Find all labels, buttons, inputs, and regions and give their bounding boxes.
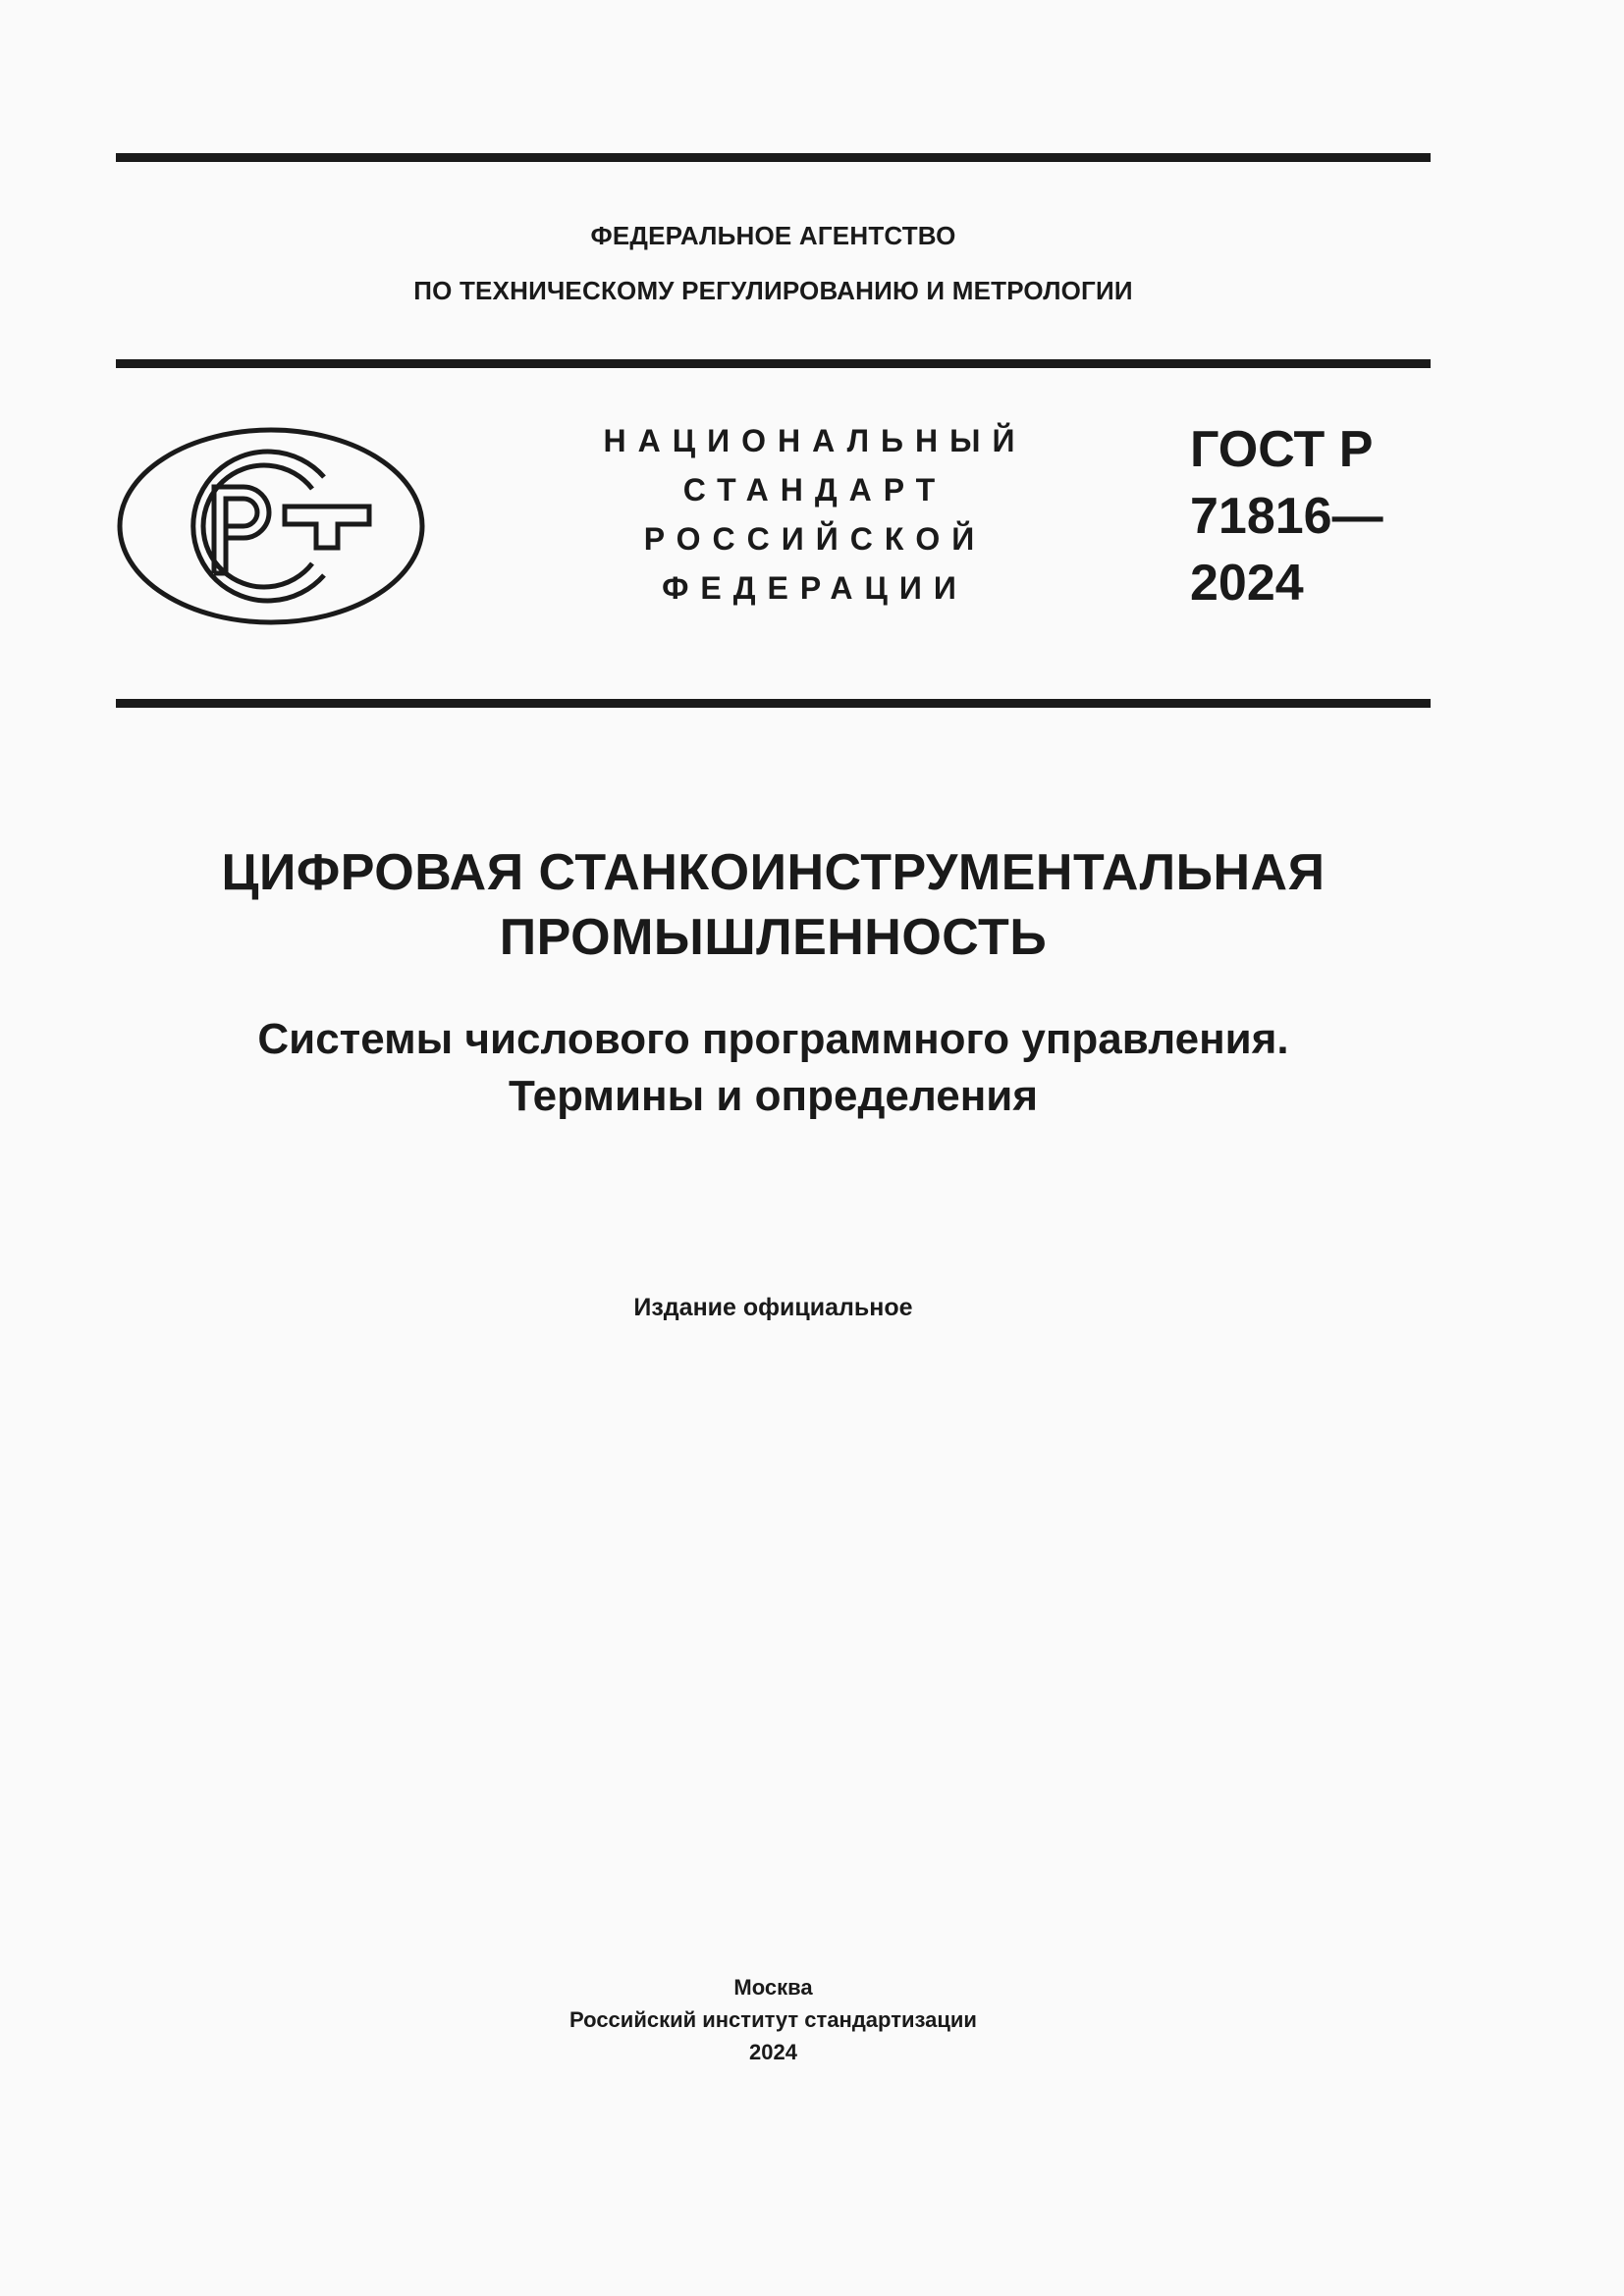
standard-code-line-2: 71816— xyxy=(1190,488,1383,545)
subtitle-line-2: Термины и определения xyxy=(508,1072,1039,1120)
national-line-4: ФЕДЕРАЦИИ xyxy=(662,570,968,606)
standard-code-line-1: ГОСТ Р xyxy=(1190,421,1374,478)
standard-code xyxy=(1190,416,1383,616)
publisher-year: 2024 xyxy=(749,2040,797,2064)
standard-bottom-rule xyxy=(116,699,1431,708)
national-line-2: СТАНДАРТ xyxy=(682,472,947,507)
publisher-organization: Российский институт стандартизации xyxy=(569,2007,977,2032)
header-bottom-rule xyxy=(116,359,1431,368)
publisher-block xyxy=(116,1971,1431,2068)
agency-line-1: ФЕДЕРАЛЬНОЕ АГЕНТСТВО xyxy=(590,221,956,250)
national-line-1: НАЦИОНАЛЬНЫЙ xyxy=(603,423,1027,458)
national-standard-label xyxy=(579,416,1051,613)
document-title xyxy=(116,840,1431,970)
top-rule xyxy=(116,153,1431,162)
edition-label: Издание официальное xyxy=(633,1294,913,1321)
national-line-3: РОССИЙСКОЙ xyxy=(643,521,987,557)
publisher-city: Москва xyxy=(733,1975,813,2000)
standard-code-line-3: 2024 xyxy=(1190,555,1304,612)
gost-r-logo-icon xyxy=(116,426,426,626)
subtitle-line-1: Системы числового программного управления. xyxy=(257,1015,1289,1063)
document-subtitle xyxy=(116,1011,1431,1125)
title-line-1: ЦИФРОВАЯ СТАНКОИНСТРУМЕНТАЛЬНАЯ xyxy=(221,844,1326,901)
agency-line-2: ПО ТЕХНИЧЕСКОМУ РЕГУЛИРОВАНИЮ И МЕТРОЛОГИИ xyxy=(413,276,1133,305)
agency-name xyxy=(116,208,1431,318)
title-line-2: ПРОМЫШЛЕННОСТЬ xyxy=(499,909,1048,966)
